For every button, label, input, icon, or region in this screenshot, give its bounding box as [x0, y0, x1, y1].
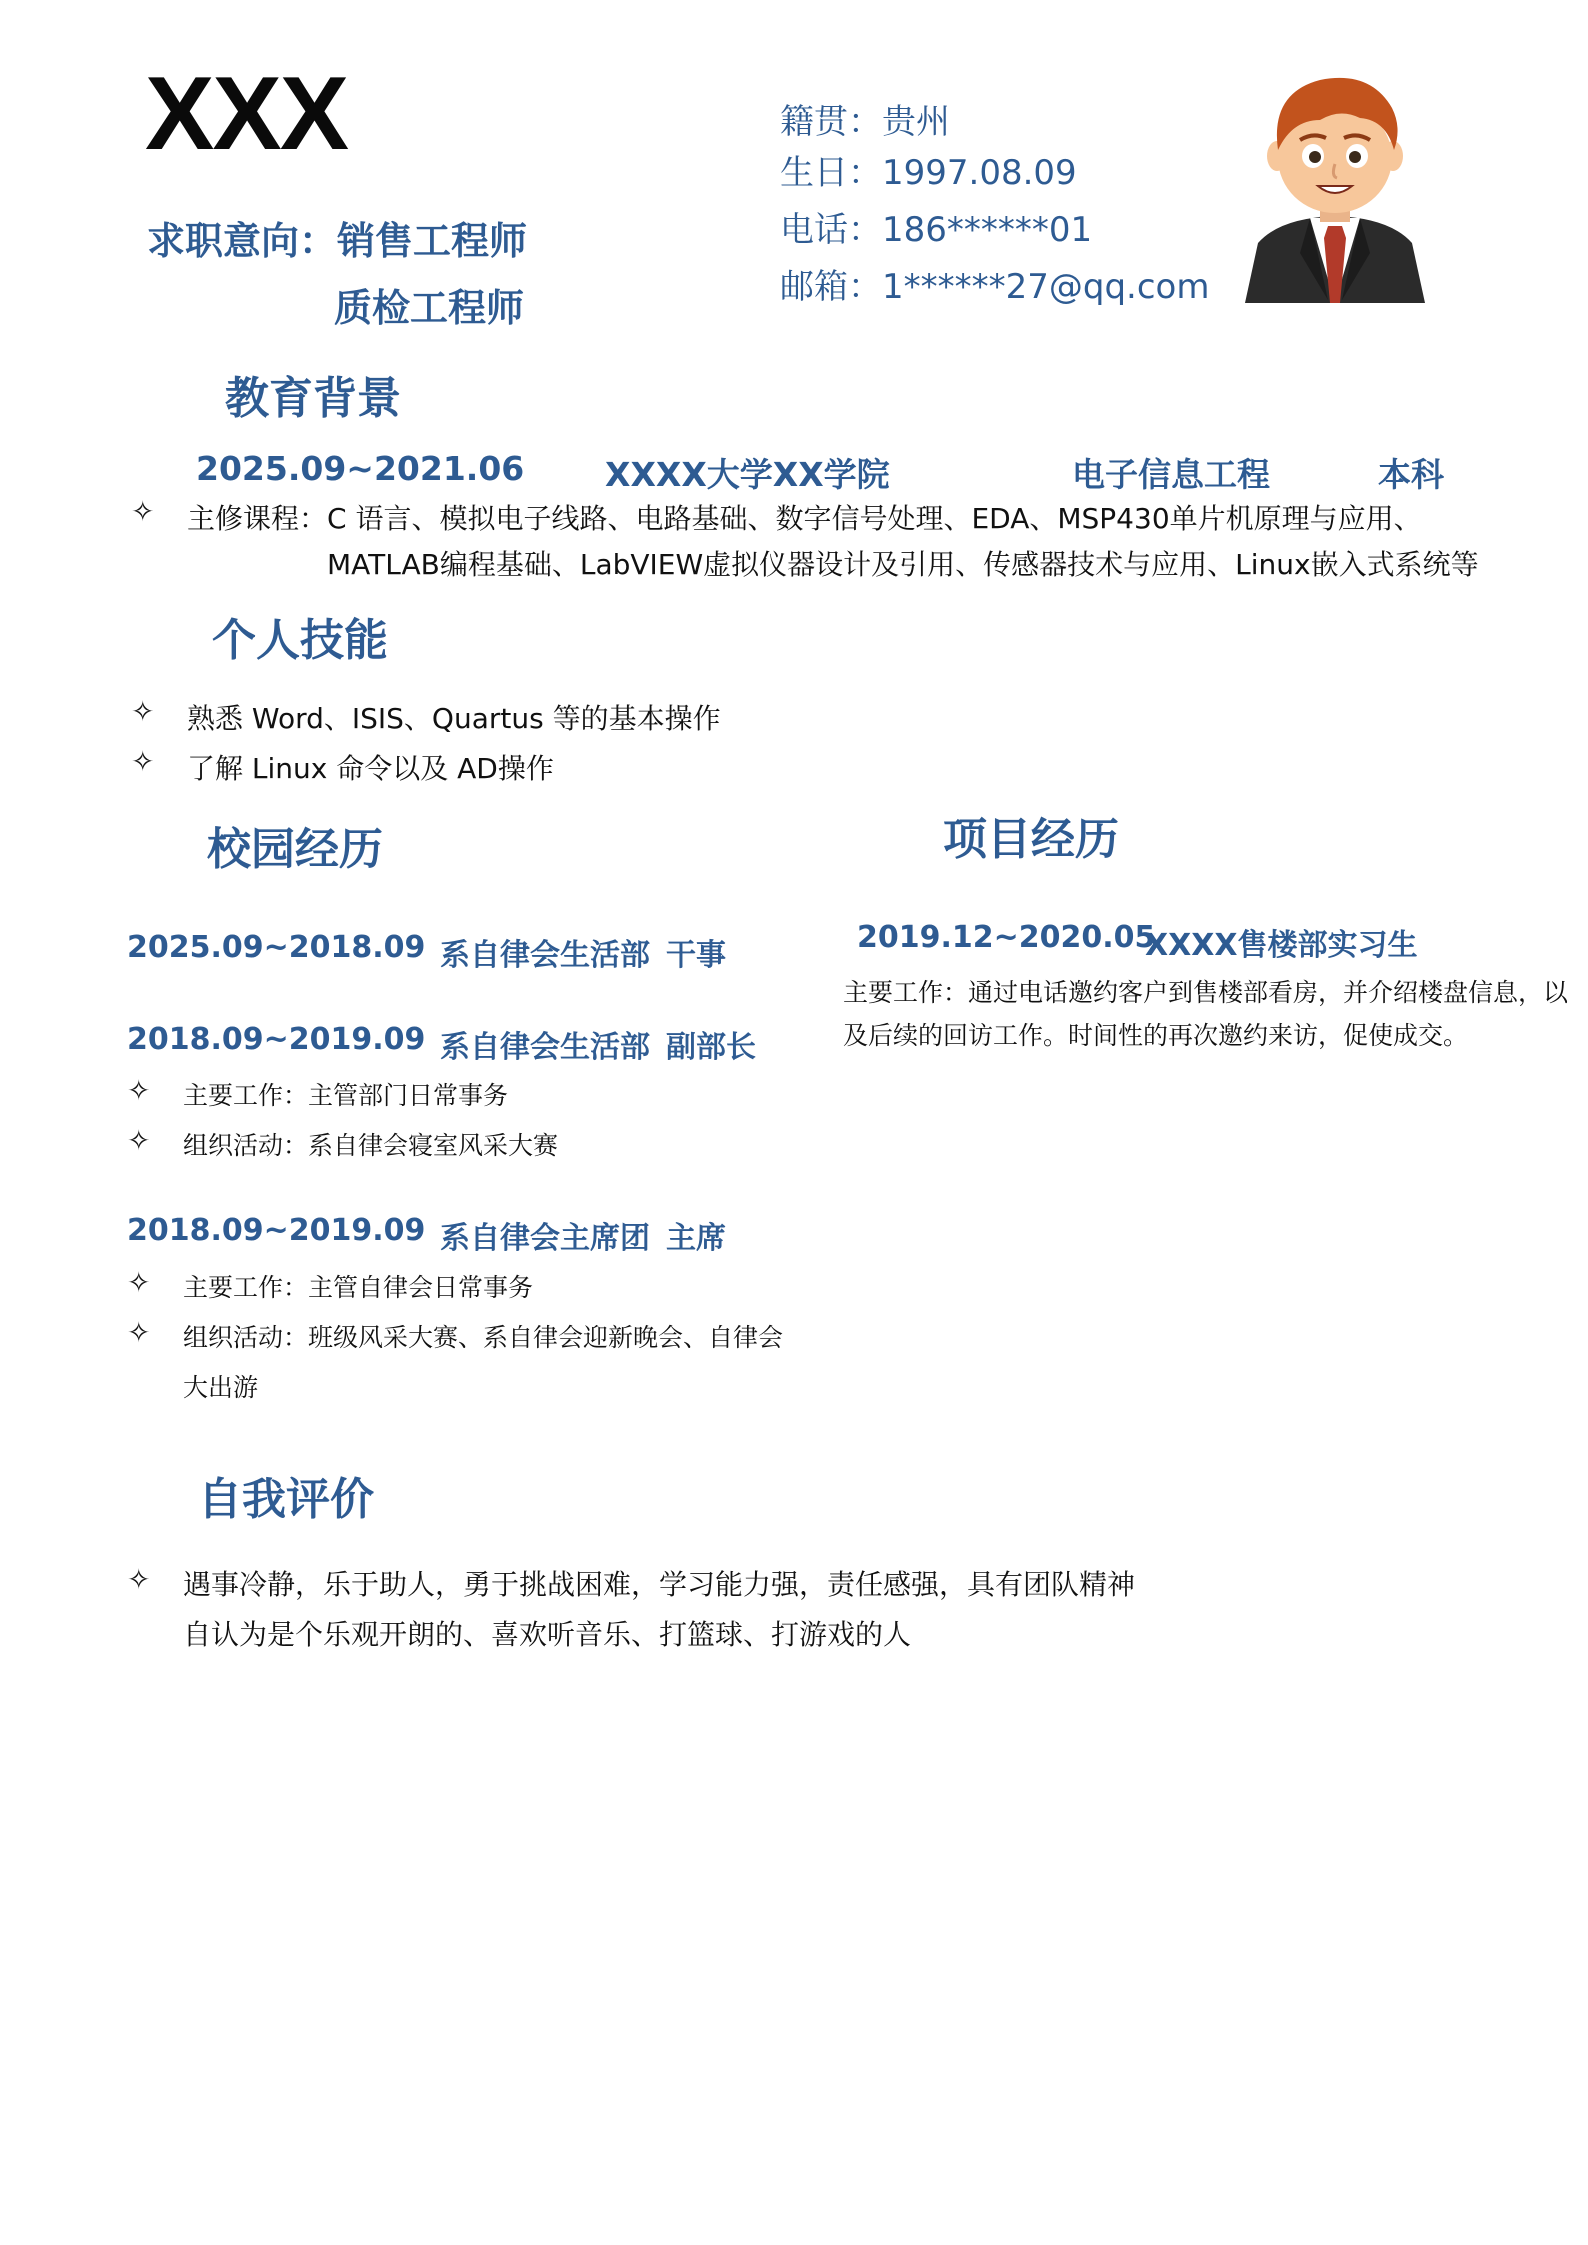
campus-period: 2025.09~2018.09 [127, 930, 426, 965]
campus-duty: 主要工作：主管部门日常事务 [183, 1081, 509, 1110]
section-title-education: 教育背景 [225, 373, 401, 424]
campus-activity: 组织活动：系自律会寝室风采大赛 [183, 1131, 559, 1160]
campus-activity: 组织活动：班级风采大赛、系自律会迎新晚会、自律会 [183, 1323, 784, 1352]
info-phone: 电话：186******01 [780, 210, 1093, 250]
campus-period: 2018.09~2019.09 [127, 1213, 426, 1248]
campus-role: 副部长 [666, 1030, 756, 1065]
section-title-skills: 个人技能 [212, 615, 388, 666]
project-desc-line1: 主要工作：通过电话邀约客户到售楼部看房，并介绍楼盘信息，以 [843, 978, 1569, 1007]
bullet-icon: ✧ [127, 1124, 151, 1157]
campus-duty: 主要工作：主管自律会日常事务 [183, 1273, 534, 1302]
avatar-illustration [1240, 68, 1430, 303]
bullet-icon: ✧ [127, 1266, 151, 1299]
project-period: 2019.12~2020.05 [857, 920, 1156, 955]
bullet-icon: ✧ [131, 495, 155, 528]
info-birthday: 生日：1997.08.09 [780, 153, 1077, 193]
campus-org: 系自律会生活部 [440, 1030, 650, 1065]
bullet-icon: ✧ [127, 1316, 151, 1349]
project-role: XXXX售楼部实习生 [1145, 928, 1418, 963]
education-school: XXXX大学XX学院 [605, 455, 890, 494]
education-degree: 本科 [1378, 455, 1444, 494]
self-eval-line1: 遇事冷静，乐于助人，勇于挑战困难，学习能力强，责任感强，具有团队精神 [183, 1568, 1136, 1601]
campus-org: 系自律会主席团 [440, 1221, 650, 1256]
section-title-project: 项目经历 [943, 814, 1119, 865]
avatar [1240, 68, 1430, 303]
section-title-self-eval: 自我评价 [198, 1474, 374, 1525]
education-major: 电子信息工程 [1072, 455, 1270, 494]
campus-role: 主席 [666, 1221, 726, 1256]
campus-period: 2018.09~2019.09 [127, 1022, 426, 1057]
job-intent: 求职意向：销售工程师 [147, 219, 528, 263]
education-courses-line1: 主修课程：C 语言、模拟电子线路、电路基础、数字信号处理、EDA、MSP430单片机原理与应用、 [187, 502, 1422, 535]
info-email: 邮箱：1******27@qq.com [780, 267, 1210, 307]
job-intent-second: 质检工程师 [334, 286, 525, 330]
skill-item: 熟悉 Word、ISIS、Quartus 等的基本操作 [187, 702, 721, 735]
campus-org: 系自律会生活部 [440, 938, 650, 973]
bullet-icon: ✧ [127, 1074, 151, 1107]
bullet-icon: ✧ [131, 745, 155, 778]
self-eval-line2: 自认为是个乐观开朗的、喜欢听音乐、打篮球、打游戏的人 [183, 1618, 912, 1651]
bullet-icon: ✧ [131, 695, 155, 728]
education-courses-line2: MATLAB编程基础、LabVIEW虚拟仪器设计及引用、传感器技术与应用、Linux嵌入式系统等 [327, 548, 1479, 581]
candidate-name: XXX [145, 56, 348, 172]
info-hometown: 籍贯：贵州 [780, 102, 950, 142]
bullet-icon: ✧ [127, 1563, 151, 1596]
campus-role: 干事 [666, 938, 726, 973]
project-desc-line2: 及后续的回访工作。时间性的再次邀约来访，促使成交。 [843, 1021, 1469, 1050]
section-title-campus: 校园经历 [207, 824, 383, 875]
skill-item: 了解 Linux 命令以及 AD操作 [187, 752, 554, 785]
education-period: 2025.09~2021.06 [196, 449, 525, 488]
campus-activity-cont: 大出游 [183, 1373, 259, 1402]
